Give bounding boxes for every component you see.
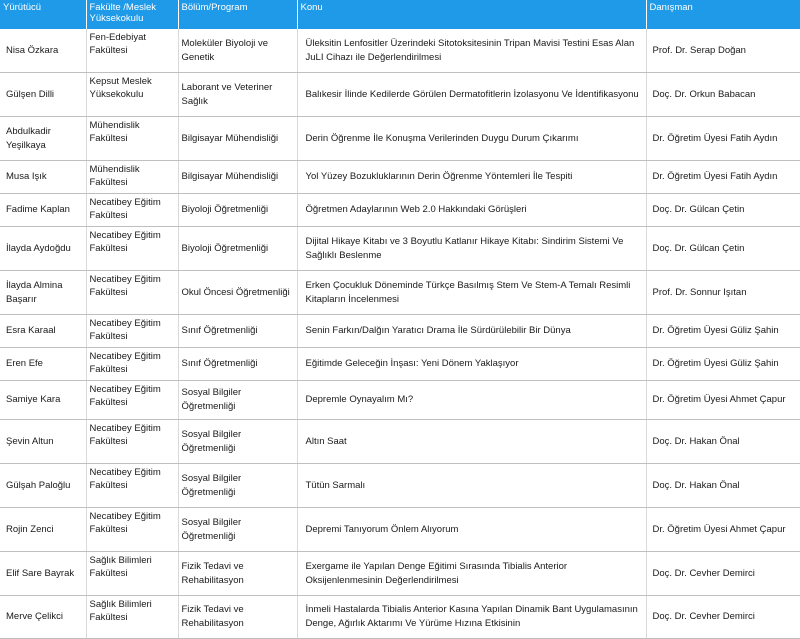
cell-konu: Erken Çocukluk Döneminde Türkçe Basılmış Stem Ve Stem-A Temalı Resimli Kitapların İncelenmesi: [297, 271, 646, 315]
cell-bolum: Bilgisayar Mühendisliği: [178, 117, 297, 161]
cell-fakulte: Necatibey Eğitim Fakültesi: [86, 227, 178, 271]
cell-danisman: Doç. Dr. Gülcan Çetin: [646, 194, 800, 227]
cell-fakulte: Necatibey Eğitim Fakültesi: [86, 420, 178, 464]
table-row: [0, 227, 800, 271]
table-row: [0, 464, 800, 508]
cell-konu: Yol Yüzey Bozukluklarının Derin Öğrenme Yöntemleri İle Tespiti: [297, 161, 646, 194]
table-row: [0, 596, 800, 639]
cell-fakulte: Necatibey Eğitim Fakültesi: [86, 464, 178, 508]
table-row: [0, 315, 800, 348]
table-row: [0, 508, 800, 552]
cell-danisman: Dr. Öğretim Üyesi Fatih Aydın: [646, 161, 800, 194]
cell-yurutucu: İlayda Almina Başarır: [0, 271, 86, 315]
cell-bolum: Moleküler Biyoloji ve Genetik: [178, 29, 297, 73]
cell-konu: İnmeli Hastalarda Tibialis Anterior Kasına Yapılan Dinamik Bant Uygulamasının Denge, Ağırlık Aktarımı Ve Yürüme Hızına Etkisinin: [297, 596, 646, 639]
cell-bolum: Sosyal Bilgiler Öğretmenliği: [178, 464, 297, 508]
table-row: [0, 420, 800, 464]
cell-yurutucu: Gülşah Paloğlu: [0, 464, 86, 508]
cell-bolum: Sosyal Bilgiler Öğretmenliği: [178, 508, 297, 552]
cell-fakulte: Necatibey Eğitim Fakültesi: [86, 508, 178, 552]
cell-konu: Eğitimde Geleceğin İnşası: Yeni Dönem Yaklaşıyor: [297, 348, 646, 381]
cell-yurutucu: Musa Işık: [0, 161, 86, 194]
cell-fakulte: Necatibey Eğitim Fakültesi: [86, 381, 178, 420]
cell-yurutucu: Nisa Özkara: [0, 29, 86, 73]
cell-bolum: Fizik Tedavi ve Rehabilitasyon: [178, 552, 297, 596]
cell-fakulte: Mühendislik Fakültesi: [86, 161, 178, 194]
table-row: [0, 29, 800, 73]
cell-yurutucu: Samiye Kara: [0, 381, 86, 420]
cell-danisman: Dr. Öğretim Üyesi Ahmet Çapur: [646, 381, 800, 420]
table-row: [0, 552, 800, 596]
cell-fakulte: Mühendislik Fakültesi: [86, 117, 178, 161]
cell-fakulte: Necatibey Eğitim Fakültesi: [86, 194, 178, 227]
header-row: [0, 0, 800, 29]
cell-yurutucu: Şevin Altun: [0, 420, 86, 464]
cell-fakulte: Fen-Edebiyat Fakültesi: [86, 29, 178, 73]
cell-bolum: Sosyal Bilgiler Öğretmenliği: [178, 420, 297, 464]
cell-konu: Exergame ile Yapılan Denge Eğitimi Sırasında Tibialis Anterior Oksijenlenmesinin Değerlendirilmesi: [297, 552, 646, 596]
cell-danisman: Prof. Dr. Sonnur Işıtan: [646, 271, 800, 315]
cell-bolum: Bilgisayar Mühendisliği: [178, 161, 297, 194]
cell-danisman: Dr. Öğretim Üyesi Güliz Şahin: [646, 348, 800, 381]
cell-danisman: Prof. Dr. Serap Doğan: [646, 29, 800, 73]
cell-bolum: Sınıf Öğretmenliği: [178, 348, 297, 381]
cell-konu: Derin Öğrenme İle Konuşma Verilerinden Duygu Durum Çıkarımı: [297, 117, 646, 161]
cell-fakulte: Sağlık Bilimleri Fakültesi: [86, 552, 178, 596]
header-yurutucu: Yürütücü: [0, 0, 86, 29]
cell-fakulte: Necatibey Eğitim Fakültesi: [86, 348, 178, 381]
table-row: [0, 381, 800, 420]
header-bolum: Bölüm/Program: [178, 0, 297, 29]
cell-danisman: Dr. Öğretim Üyesi Fatih Aydın: [646, 117, 800, 161]
cell-konu: Depremi Tanıyorum Önlem Alıyorum: [297, 508, 646, 552]
cell-bolum: Biyoloji Öğretmenliği: [178, 194, 297, 227]
cell-yurutucu: Rojin Zenci: [0, 508, 86, 552]
cell-yurutucu: Fadime Kaplan: [0, 194, 86, 227]
cell-konu: Dijital Hikaye Kitabı ve 3 Boyutlu Katlanır Hikaye Kitabı: Sindirim Sistemi Ve Sağlıklı Beslenme: [297, 227, 646, 271]
cell-bolum: Sosyal Bilgiler Öğretmenliği: [178, 381, 297, 420]
cell-yurutucu: İlayda Aydoğdu: [0, 227, 86, 271]
cell-danisman: Doç. Dr. Orkun Babacan: [646, 73, 800, 117]
cell-danisman: Doç. Dr. Cevher Demirci: [646, 552, 800, 596]
cell-danisman: Doç. Dr. Hakan Önal: [646, 464, 800, 508]
cell-bolum: Okul Öncesi Öğretmenliği: [178, 271, 297, 315]
cell-konu: Üleksitin Lenfositler Üzerindeki Sitotoksitesinin Tripan Mavisi Testini Esas Alan JuLI Cihazı ile Değerlendirilmesi: [297, 29, 646, 73]
cell-danisman: Doç. Dr. Gülcan Çetin: [646, 227, 800, 271]
header-konu: Konu: [297, 0, 646, 29]
table-row: [0, 73, 800, 117]
cell-bolum: Laborant ve Veteriner Sağlık: [178, 73, 297, 117]
cell-bolum: Fizik Tedavi ve Rehabilitasyon: [178, 596, 297, 639]
cell-fakulte: Kepsut Meslek Yüksekokulu: [86, 73, 178, 117]
cell-danisman: Doç. Dr. Hakan Önal: [646, 420, 800, 464]
cell-yurutucu: Gülşen Dilli: [0, 73, 86, 117]
cell-konu: Tütün Sarmalı: [297, 464, 646, 508]
table-row: [0, 161, 800, 194]
cell-danisman: Doç. Dr. Cevher Demirci: [646, 596, 800, 639]
cell-danisman: Dr. Öğretim Üyesi Ahmet Çapur: [646, 508, 800, 552]
cell-yurutucu: Elif Sare Bayrak: [0, 552, 86, 596]
cell-konu: Depremle Oynayalım Mı?: [297, 381, 646, 420]
cell-fakulte: Necatibey Eğitim Fakültesi: [86, 315, 178, 348]
table-row: [0, 194, 800, 227]
cell-bolum: Biyoloji Öğretmenliği: [178, 227, 297, 271]
cell-danisman: Dr. Öğretim Üyesi Güliz Şahin: [646, 315, 800, 348]
header-danisman: Danışman: [646, 0, 800, 29]
table-row: [0, 117, 800, 161]
cell-konu: Balıkesir İlinde Kedilerde Görülen Dermatofitlerin İzolasyonu Ve İdentifikasyonu: [297, 73, 646, 117]
cell-yurutucu: Merve Çelikci: [0, 596, 86, 639]
cell-konu: Öğretmen Adaylarının Web 2.0 Hakkındaki Görüşleri: [297, 194, 646, 227]
cell-fakulte: Sağlık Bilimleri Fakültesi: [86, 596, 178, 639]
cell-konu: Altın Saat: [297, 420, 646, 464]
table-row: [0, 271, 800, 315]
cell-bolum: Sınıf Öğretmenliği: [178, 315, 297, 348]
cell-yurutucu: Esra Karaal: [0, 315, 86, 348]
table-row: [0, 348, 800, 381]
header-fakulte: Fakülte /Meslek Yüksekokulu: [86, 0, 178, 29]
cell-fakulte: Necatibey Eğitim Fakültesi: [86, 271, 178, 315]
cell-yurutucu: Abdulkadir Yeşilkaya: [0, 117, 86, 161]
cell-yurutucu: Eren Efe: [0, 348, 86, 381]
cell-konu: Senin Farkın/Dalğın Yaratıcı Drama İle Sürdürülebilir Bir Dünya: [297, 315, 646, 348]
